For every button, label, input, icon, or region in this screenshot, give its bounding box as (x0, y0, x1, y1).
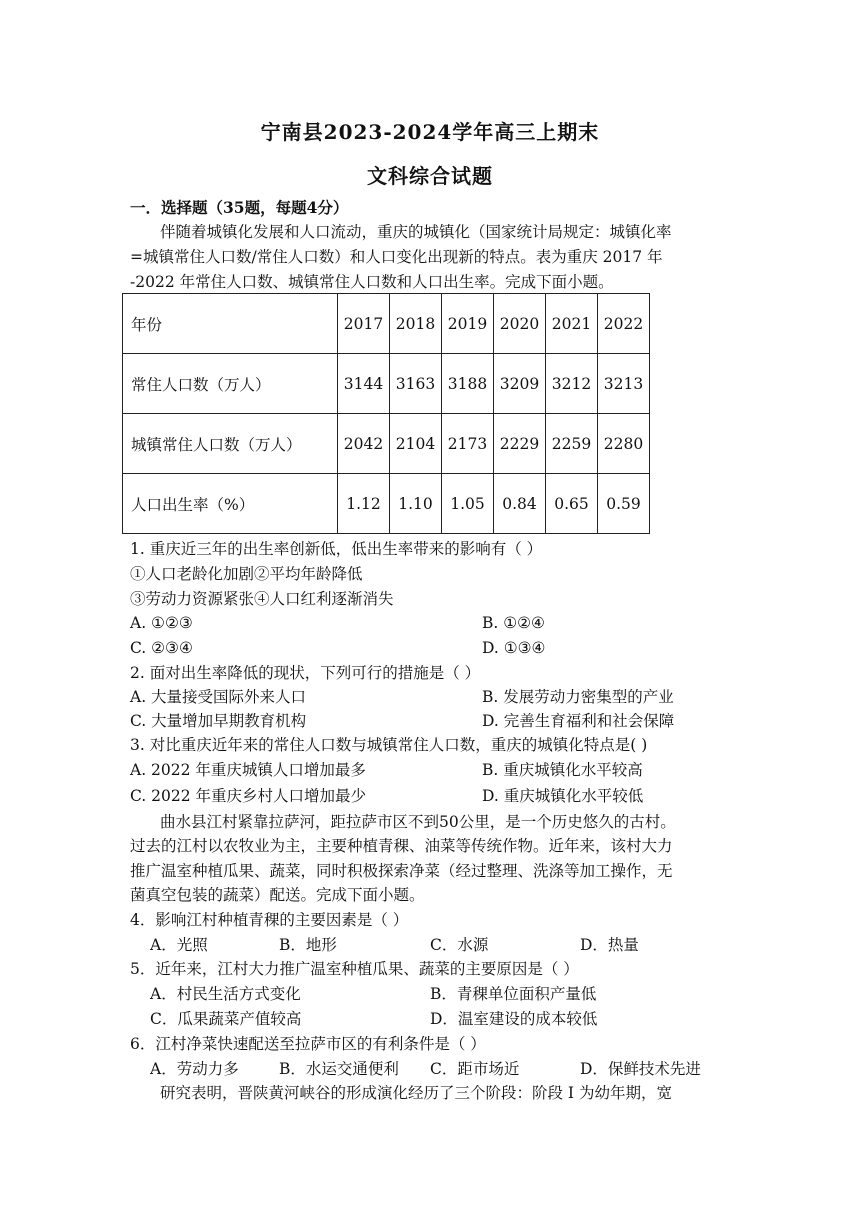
question-1-stem: 1. 重庆近三年的出生率创新低，低出生率带来的影响有（ ） (130, 540, 543, 558)
question-4-option-c: C．水源 (430, 936, 489, 954)
question-2-option-b: B. 发展劳动力密集型的产业 (482, 688, 674, 706)
question-1-option-d: D. ①③④ (482, 639, 546, 657)
section-heading: 一．选择题（35题，每题4分） (130, 198, 349, 217)
question-3-option-b: B. 重庆城镇化水平较高 (482, 761, 643, 779)
table-cell: 3212 (546, 354, 598, 414)
table-row (123, 354, 650, 414)
passage2-line: 菌真空包装的蔬菜）配送。完成下面小题。 (130, 886, 425, 904)
table-cell: 3188 (442, 354, 494, 414)
page-subtitle: 文科综合试题 (367, 164, 493, 188)
question-6-option-c: C．距市场近 (430, 1060, 520, 1078)
question-5-stem: 5．近年来，江村大力推广温室种植瓜果、蔬菜的主要原因是（ ） (130, 960, 579, 978)
question-2-stem: 2. 面对出生率降低的现状，下列可行的措施是（ ） (130, 664, 481, 682)
table-header-label: 年份 (123, 294, 338, 354)
table-year: 2017 (338, 294, 390, 354)
question-6-option-d: D．保鲜技术先进 (580, 1060, 701, 1078)
table-row-label: 人口出生率（%） (123, 474, 338, 534)
question-3-stem: 3. 对比重庆近年来的常住人口数与城镇常住人口数，重庆的城镇化特点是( ) (130, 736, 648, 754)
table-cell: 0.59 (598, 474, 650, 534)
passage2-line: 曲水县江村紧靠拉萨河，距拉萨市区不到50公里，是一个历史悠久的古村。 (160, 813, 676, 831)
table-year: 2021 (546, 294, 598, 354)
question-5-option-a: A．村民生活方式变化 (150, 985, 301, 1003)
question-4-option-d: D．热量 (580, 936, 639, 954)
table-cell: 2104 (390, 414, 442, 474)
question-2-option-d: D. 完善生育福利和社会保障 (482, 712, 675, 730)
question-1-item: ①人口老龄化加剧②平均年龄降低 (130, 565, 363, 583)
passage3-line: 研究表明，晋陕黄河峡谷的形成演化经历了三个阶段：阶段 I 为幼年期，宽 (160, 1084, 672, 1102)
table-cell: 1.05 (442, 474, 494, 534)
question-3-option-c: C. 2022 年重庆乡村人口增加最少 (130, 787, 367, 805)
table-cell: 0.65 (546, 474, 598, 534)
passage1-line: -2022 年常住人口数、城镇常住人口数和人口出生率。完成下面小题。 (130, 273, 614, 291)
question-5-option-d: D．温室建设的成本较低 (430, 1010, 598, 1028)
table-cell: 1.12 (338, 474, 390, 534)
table-cell: 2173 (442, 414, 494, 474)
table-cell: 3144 (338, 354, 390, 414)
question-1-item: ③劳动力资源紧张④人口红利逐渐消失 (130, 590, 394, 608)
question-3-option-d: D. 重庆城镇化水平较低 (482, 787, 644, 805)
table-cell: 0.84 (494, 474, 546, 534)
question-6-option-b: B．水运交通便利 (279, 1060, 399, 1078)
table-cell: 2229 (494, 414, 546, 474)
table-cell: 3213 (598, 354, 650, 414)
passage1-line: =城镇常住人口数/常住人口数）和人口变化出现新的特点。表为重庆 2017 年 (130, 248, 663, 266)
table-cell: 2042 (338, 414, 390, 474)
question-1-option-a: A. ①②③ (130, 614, 193, 632)
table-cell: 2280 (598, 414, 650, 474)
table-header-row (123, 294, 650, 354)
question-6-option-a: A．劳动力多 (150, 1060, 239, 1078)
question-1-option-c: C. ②③④ (130, 639, 193, 657)
question-2-option-a: A. 大量接受国际外来人口 (130, 688, 307, 706)
table-year: 2018 (390, 294, 442, 354)
passage2-line: 过去的江村以农牧业为主，主要种植青稞、油菜等传统作物。近年来，该村大力 (130, 837, 673, 855)
table-year: 2022 (598, 294, 650, 354)
table-row (123, 414, 650, 474)
table-cell: 1.10 (390, 474, 442, 534)
population-table (122, 293, 650, 534)
table-cell: 3163 (390, 354, 442, 414)
question-4-option-b: B．地形 (279, 936, 337, 954)
table-row (123, 474, 650, 534)
table-row-label: 城镇常住人口数（万人） (123, 414, 338, 474)
table-cell: 3209 (494, 354, 546, 414)
question-5-option-c: C．瓜果蔬菜产值较高 (150, 1010, 302, 1028)
question-4-stem: 4．影响江村种植青稞的主要因素是（ ） (130, 911, 409, 929)
table-year: 2020 (494, 294, 546, 354)
table-row-label: 常住人口数（万人） (123, 354, 338, 414)
passage1-line: 伴随着城镇化发展和人口流动，重庆的城镇化（国家统计局规定：城镇化率 (160, 223, 672, 241)
table-cell: 2259 (546, 414, 598, 474)
page-title: 宁南县2023-2024学年高三上期末 (260, 120, 600, 144)
question-4-option-a: A．光照 (150, 936, 208, 954)
question-6-stem: 6．江村净菜快速配送至拉萨市区的有利条件是（ ） (130, 1035, 486, 1053)
question-3-option-a: A. 2022 年重庆城镇人口增加最多 (130, 761, 366, 779)
table-year: 2019 (442, 294, 494, 354)
question-5-option-b: B．青稞单位面积产量低 (430, 985, 597, 1003)
question-2-option-c: C. 大量增加早期教育机构 (130, 712, 307, 730)
passage2-line: 推广温室种植瓜果、蔬菜，同时积极探索净菜（经过整理、洗涤等加工操作，无 (130, 862, 673, 880)
question-1-option-b: B. ①②④ (482, 614, 545, 632)
